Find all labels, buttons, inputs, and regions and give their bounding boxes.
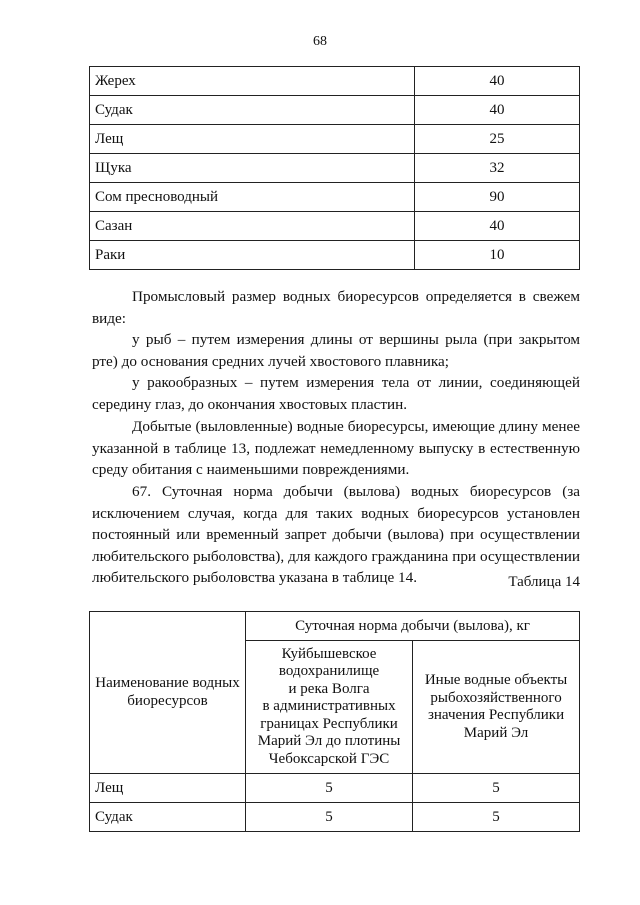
table-row — [90, 67, 580, 96]
species-cell: Лещ — [90, 125, 415, 154]
species-cell: Судак — [90, 803, 246, 832]
species-cell: Сом пресноводный — [90, 183, 415, 212]
table-row — [90, 241, 580, 270]
column-header-kuibyshev: Куйбышевское водохранилище и река Волга в административных границах Республики Марий Эл до плотины Чебоксарской ГЭС — [246, 641, 413, 774]
species-cell: Щука — [90, 154, 415, 183]
table-row — [90, 212, 580, 241]
table-header-row — [90, 612, 580, 641]
daily-norm-table — [89, 611, 580, 832]
page-number: 68 — [313, 34, 327, 49]
paragraph-crustacean-measure: у ракообразных – путем измерения тела от линии, соединяющей середину глаз, до окончания хвостовых пластин. — [92, 374, 580, 413]
value-cell: 10 — [415, 241, 580, 270]
value-cell: 40 — [415, 67, 580, 96]
value-cell: 5 — [413, 774, 580, 803]
species-header: Наименование водных биоресурсов — [90, 612, 246, 774]
species-cell: Сазан — [90, 212, 415, 241]
table-row — [90, 125, 580, 154]
species-cell: Раки — [90, 241, 415, 270]
table-row — [90, 96, 580, 125]
table-row — [90, 774, 580, 803]
species-cell: Лещ — [90, 774, 246, 803]
value-cell: 5 — [246, 774, 413, 803]
group-header: Суточная норма добычи (вылова), кг — [246, 612, 580, 641]
value-cell: 32 — [415, 154, 580, 183]
table-row — [90, 803, 580, 832]
column-header-other-waters: Иные водные объекты рыбохозяйственного значения Республики Марий Эл — [413, 641, 580, 774]
value-cell: 40 — [415, 96, 580, 125]
paragraph-fish-measure: у рыб – путем измерения длины от вершины рыла (при закрытом рте) до основания средних лучей хвостового плавника; — [92, 331, 580, 370]
table-row — [90, 154, 580, 183]
paragraph-67: 67. Суточная норма добычи (вылова) водных биоресурсов (за исключением случая, когда для таких водных биоресурсов установлен постоянный или временный запрет добычи (вылова) при осуществлении любительского рыболовства), для каждого гражданина при осуществлении любительского рыболовства указана в таблице 14. — [92, 483, 580, 586]
value-cell: 5 — [246, 803, 413, 832]
size-table — [89, 66, 580, 270]
value-cell: 90 — [415, 183, 580, 212]
table-caption: Таблица 14 — [508, 574, 580, 590]
value-cell: 25 — [415, 125, 580, 154]
species-cell: Жерех — [90, 67, 415, 96]
species-cell: Судак — [90, 96, 415, 125]
value-cell: 5 — [413, 803, 580, 832]
paragraph-size-definition: Промысловый размер водных биоресурсов определяется в свежем виде: — [92, 288, 580, 327]
table-row — [90, 183, 580, 212]
paragraph-release-rule: Добытые (выловленные) водные биоресурсы, имеющие длину менее указанной в таблице 13, подлежат немедленному выпуску в естественную среду обитания с наименьшими повреждениями. — [92, 418, 580, 478]
value-cell: 40 — [415, 212, 580, 241]
